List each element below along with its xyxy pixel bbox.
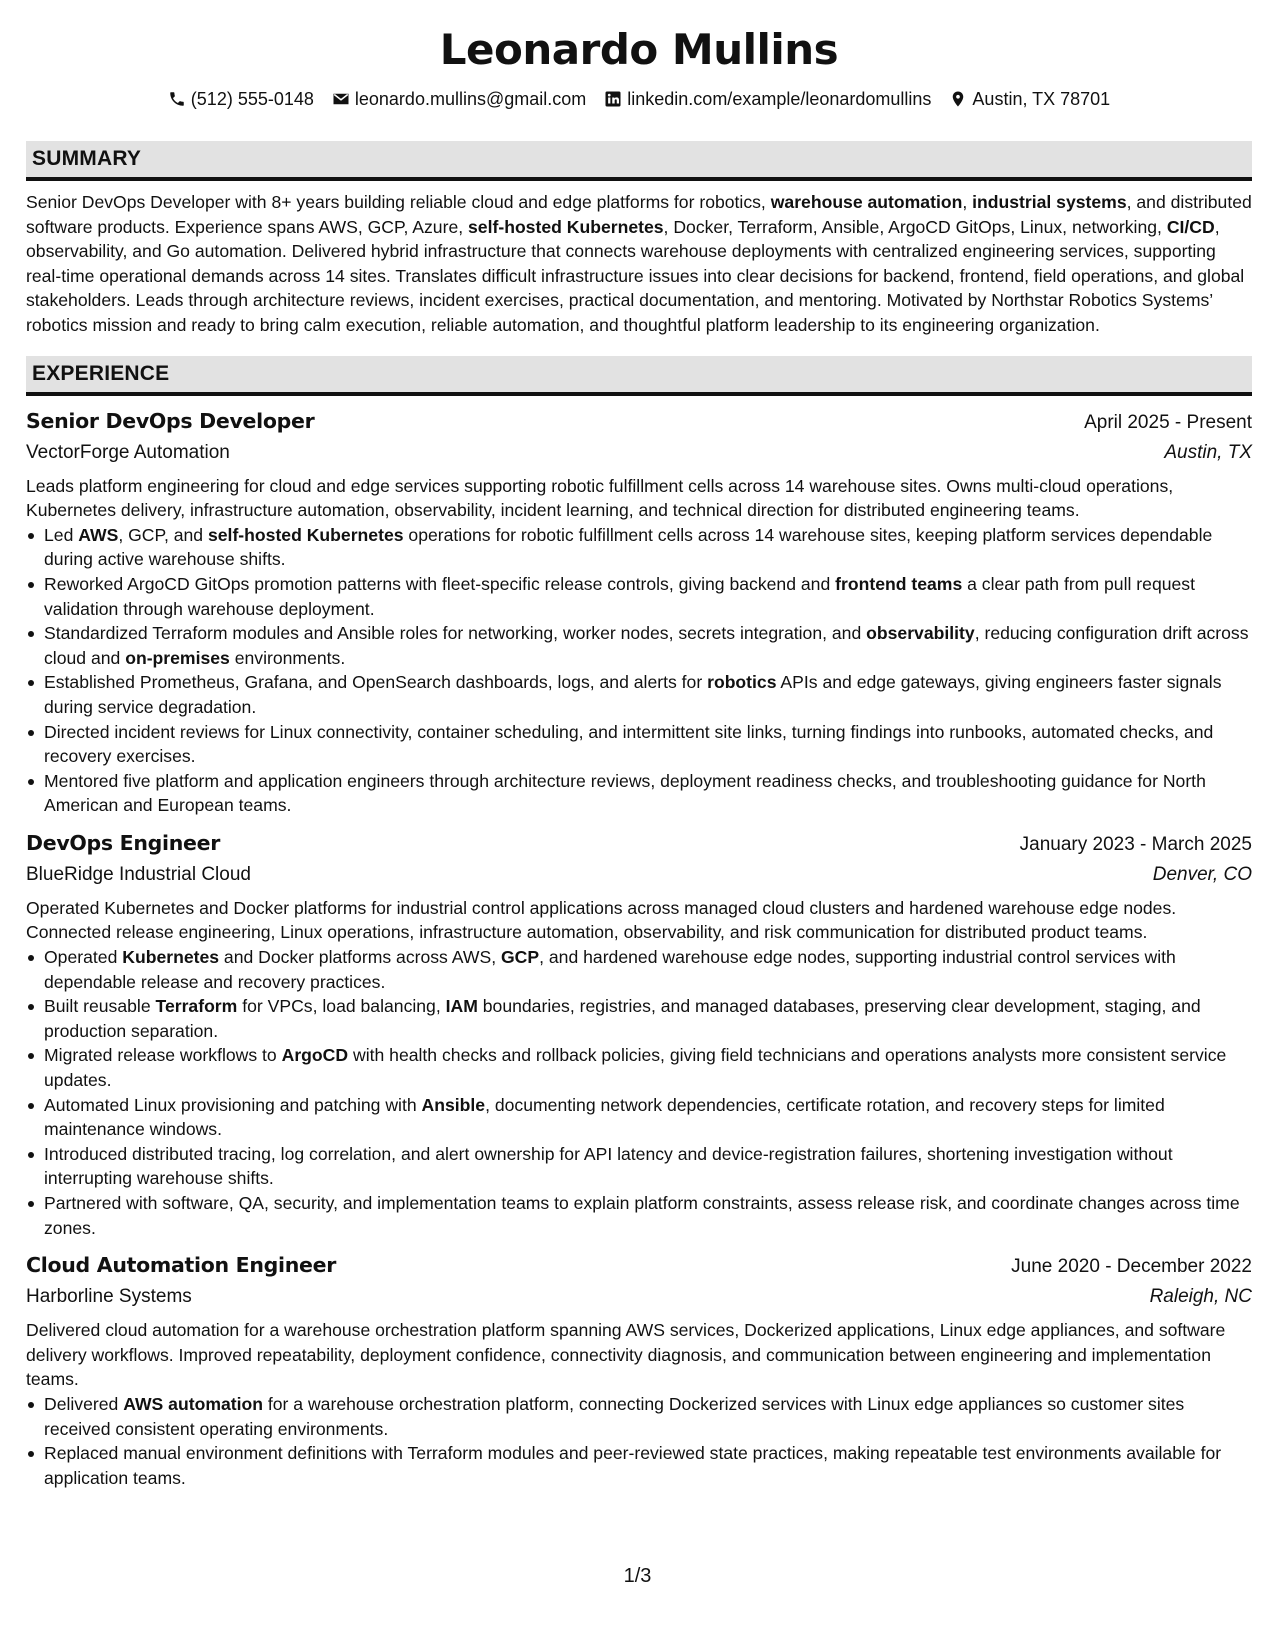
bullet-item: Established Prometheus, Grafana, and OpenSearch dashboards, logs, and alerts for robotics APIs and edge gateways, giving engineers faster signals during service degradation. — [26, 670, 1252, 719]
bullet-item: Introduced distributed tracing, log correlation, and alert ownership for API latency and device-registration failures, shortening investigation without interrupting warehouse shifts. — [26, 1142, 1252, 1191]
bullet-item: Standardized Terraform modules and Ansible roles for networking, worker nodes, secrets integration, and observability, reducing configuration drift across cloud and on-premises environments. — [26, 621, 1252, 670]
contact-email[interactable] — [332, 89, 586, 110]
envelope-icon — [332, 90, 350, 108]
job-location: Denver, CO — [1152, 863, 1252, 885]
candidate-name: Leonardo Mullins — [439, 25, 839, 74]
linkedin-icon — [604, 90, 622, 108]
job-dates: January 2023 - March 2025 — [1019, 833, 1252, 855]
linkedin-text[interactable]: linkedin.com/example/leonardomullins — [627, 88, 932, 109]
job-title: Senior DevOps Developer — [26, 408, 315, 433]
job-entry — [26, 828, 1252, 1240]
bullet-icon — [28, 1451, 34, 1457]
job-bullets — [26, 1392, 1252, 1490]
phone-text: (512) 555-0148 — [190, 88, 314, 109]
bullet-icon — [28, 1004, 34, 1010]
bullet-item: Directed incident reviews for Linux connectivity, container scheduling, and intermittent site links, turning findings into runbooks, automated checks, and recovery exercises. — [26, 720, 1252, 769]
bullet-icon — [28, 779, 34, 785]
phone-icon — [168, 90, 186, 108]
bullet-icon — [28, 582, 34, 588]
bullet-icon — [28, 680, 34, 686]
bullet-icon — [28, 730, 34, 736]
bullet-item: Migrated release workflows to ArgoCD with health checks and rollback policies, giving field technicians and operations analysts more consistent service updates. — [26, 1043, 1252, 1092]
contact-phone — [168, 89, 314, 110]
bullet-item: Mentored five platform and application engineers through architecture reviews, deployment readiness checks, and troubleshooting guidance for North American and European teams. — [26, 769, 1252, 818]
job-description: Delivered cloud automation for a warehouse orchestration platform spanning AWS services, Dockerized applications, Linux edge appliances, and software delivery workflows. Improved repeatability, deployment confidence, connectivity diagnosis, and communication between engineering and implementation teams. — [26, 1320, 1226, 1390]
job-entry — [26, 1250, 1252, 1490]
job-title: DevOps Engineer — [26, 830, 221, 855]
resume-page — [26, 0, 1252, 1490]
experience-list — [26, 406, 1252, 1491]
job-location: Raleigh, NC — [1149, 1286, 1252, 1308]
bullet-item: Automated Linux provisioning and patching with Ansible, documenting network dependencies, certificate rotation, and recovery steps for limited maintenance windows. — [26, 1093, 1252, 1142]
job-bullets — [26, 945, 1252, 1240]
bullet-icon — [28, 1402, 34, 1408]
bullet-icon — [28, 1152, 34, 1158]
summary-heading: SUMMARY — [26, 141, 1252, 181]
map-pin-icon — [949, 90, 967, 108]
bullet-item: Reworked ArgoCD GitOps promotion patterns with fleet-specific release controls, giving backend and frontend teams a clear path from pull request validation through warehouse deployment. — [26, 572, 1252, 621]
contact-location — [949, 89, 1110, 110]
job-location: Austin, TX — [1164, 441, 1252, 463]
email-text[interactable]: leonardo.mullins@gmail.com — [354, 88, 587, 109]
job-dates: June 2020 - December 2022 — [1011, 1256, 1252, 1278]
summary-text: Senior DevOps Developer with 8+ years building reliable cloud and edge platforms for robotics, warehouse automation, industrial systems, and distributed software products. Experience spans AWS, GCP, Azure, self-hosted Kubernetes, Docker, Terraform, Ansible, ArgoCD GitOps, Linux, networking, CI/CD, observability, and Go automation. Delivered hybrid infrastructure that connects warehouse deployments with centralized engineering services, supporting real-time operational demands across 14 sites. Translates difficult infrastructure issues into clear decisions for backend, frontend, field operations, and global stakeholders. Leads through architecture reviews, incident exercises, practical documentation, and mentoring. Motivated by Northstar Robotics Systems’ robotics mission and ready to bring calm execution, reliable automation, and thoughtful platform leadership to its engineering organization. — [26, 192, 1252, 335]
bullet-item: Led AWS, GCP, and self-hosted Kubernetes operations for robotic fulfillment cells across 14 warehouse sites, keeping platform services dependable during active warehouse shifts. — [26, 523, 1252, 572]
job-description: Leads platform engineering for cloud and edge services supporting robotic fulfillment cells across 14 warehouse sites. Owns multi-cloud operations, Kubernetes delivery, infrastructure automation, observability, incident learning, and technical direction for distributed engineering teams. — [26, 475, 1174, 521]
bullet-icon — [28, 1201, 34, 1207]
bullet-item: Operated Kubernetes and Docker platforms across AWS, GCP, and hardened warehouse edge nodes, supporting industrial control services with dependable release and recovery practices. — [26, 945, 1252, 994]
experience-heading: EXPERIENCE — [26, 356, 1252, 396]
bullet-item: Replaced manual environment definitions with Terraform modules and peer-reviewed state practices, making repeatable test environments available for application teams. — [26, 1441, 1252, 1490]
page-number: 1/3 — [623, 1565, 652, 1587]
job-company: BlueRidge Industrial Cloud — [26, 863, 251, 885]
location-text: Austin, TX 78701 — [972, 88, 1111, 109]
bullet-icon — [28, 955, 34, 961]
bullet-icon — [28, 1103, 34, 1109]
job-entry — [26, 406, 1252, 818]
job-bullets — [26, 523, 1252, 818]
bullet-icon — [28, 1053, 34, 1059]
job-description: Operated Kubernetes and Docker platforms for industrial control applications across managed cloud clusters and hardened warehouse edge nodes. Connected release engineering, Linux operations, infrastructure automation, observability, and risk communication for distributed product teams. — [26, 897, 1177, 943]
job-company: Harborline Systems — [26, 1286, 192, 1308]
bullet-item: Built reusable Terraform for VPCs, load balancing, IAM boundaries, registries, and managed databases, preserving clear development, staging, and production separation. — [26, 994, 1252, 1043]
bullet-icon — [28, 631, 34, 637]
job-company: VectorForge Automation — [26, 441, 230, 463]
contact-bar — [26, 86, 1252, 112]
bullet-item: Partnered with software, QA, security, and implementation teams to explain platform constraints, assess release risk, and coordinate changes across time zones. — [26, 1191, 1252, 1240]
bullet-icon — [28, 533, 34, 539]
bullet-item: Delivered AWS automation for a warehouse orchestration platform, connecting Dockerized services with Linux edge appliances so customer sites received consistent operating environments. — [26, 1392, 1252, 1441]
job-dates: April 2025 - Present — [1084, 411, 1252, 433]
job-title: Cloud Automation Engineer — [26, 1253, 337, 1278]
contact-linkedin[interactable] — [604, 89, 931, 110]
